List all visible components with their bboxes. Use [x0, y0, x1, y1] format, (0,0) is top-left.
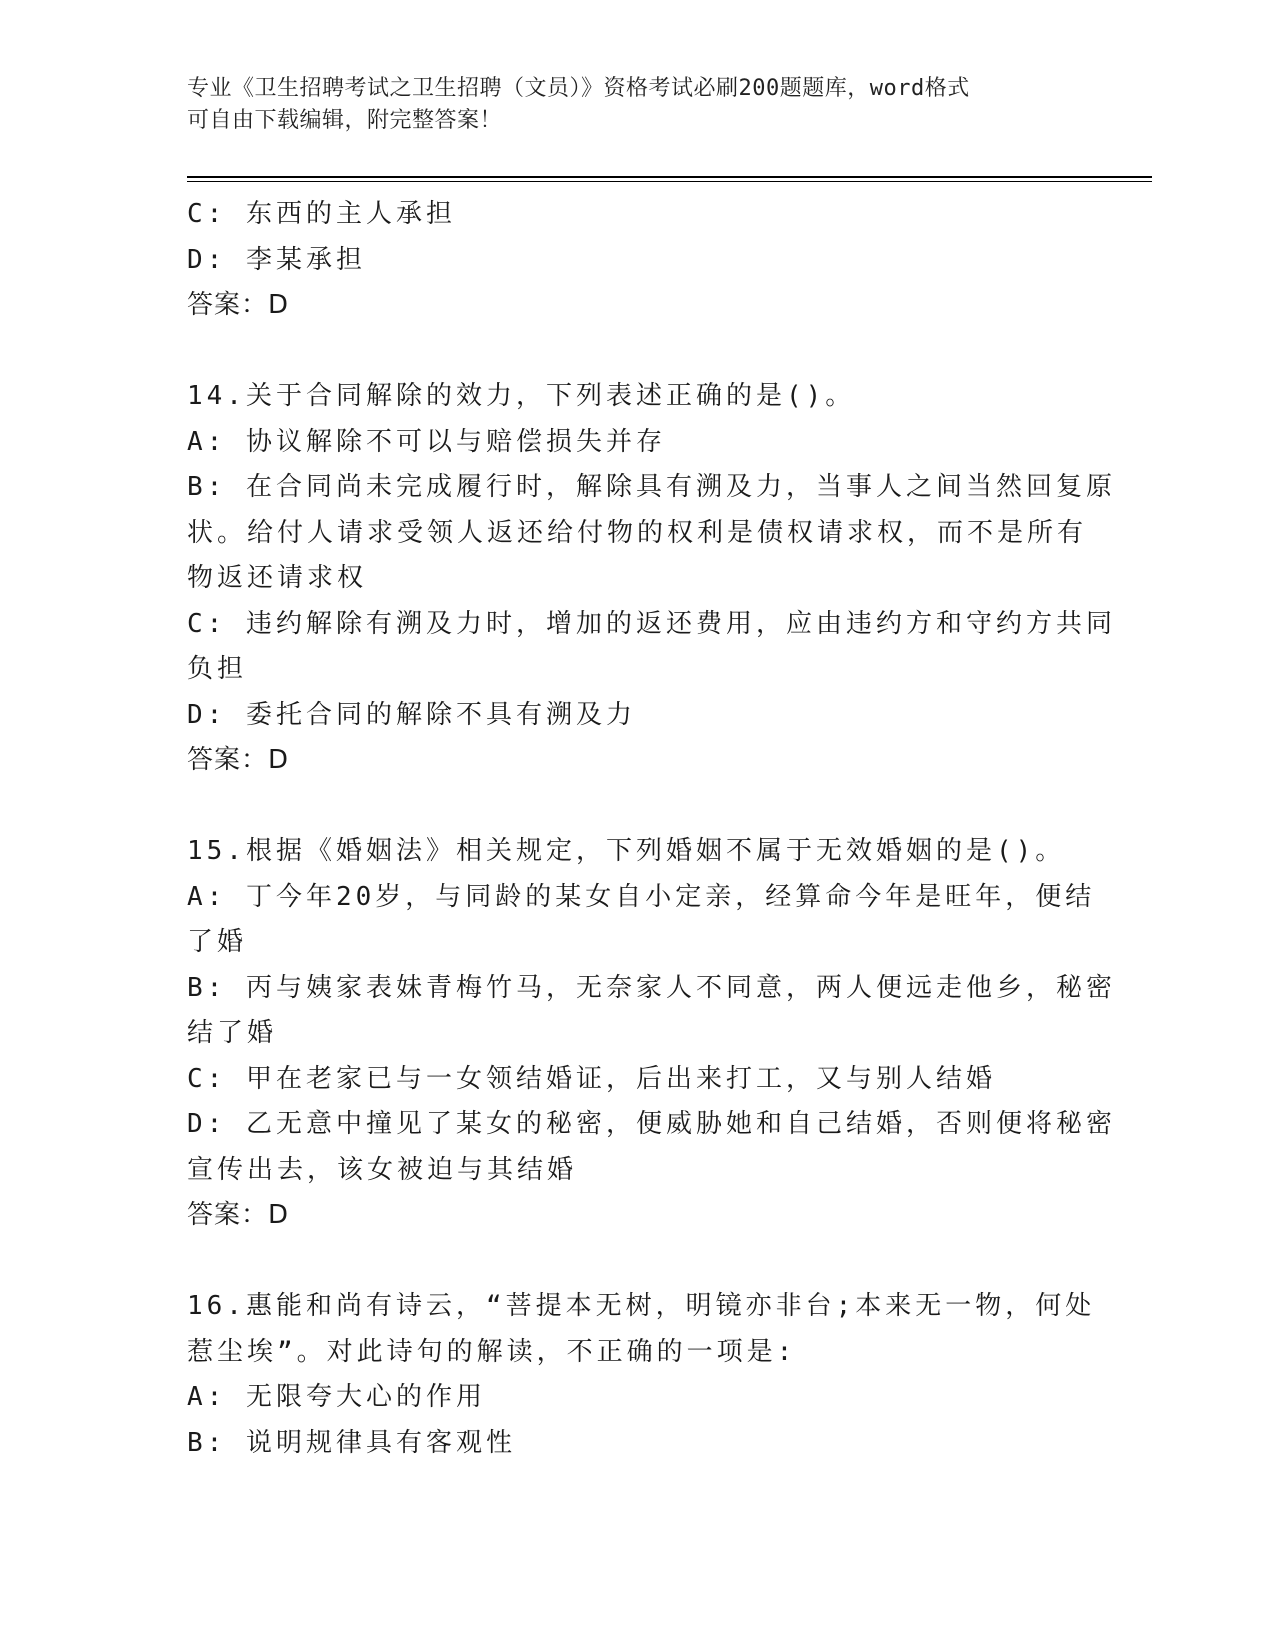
- q15-option-a: A: 丁今年20岁，与同龄的某女自小定亲，经算命今年是旺年，便结: [187, 881, 1096, 912]
- document-header: [187, 73, 1067, 137]
- option-d: D: 李某承担: [187, 244, 366, 275]
- q15-option-d-cont: 宣传出去，该女被迫与其结婚: [187, 1154, 578, 1185]
- q14-option-c: C: 违约解除有溯及力时，增加的返还费用，应由违约方和守约方共同: [187, 608, 1116, 639]
- header-divider-thick: [187, 176, 1152, 178]
- q15-option-b: B: 丙与姨家表妹青梅竹马，无奈家人不同意，两人便远走他乡，秘密: [187, 972, 1116, 1003]
- header-divider-thin: [187, 181, 1152, 182]
- spacer: [187, 1239, 1087, 1285]
- q16-option-a: A: 无限夸大心的作用: [187, 1382, 486, 1412]
- spacer: [187, 329, 1087, 375]
- header-line-1: 专业《卫生招聘考试之卫生招聘（文员）》资格考试必刷200题题库，word格式: [187, 76, 970, 101]
- q15-option-c: C: 甲在老家已与一女领结婚证，后出来打工，又与别人结婚: [187, 1063, 996, 1094]
- q15-option-a-cont: 了婚: [187, 927, 248, 957]
- q14-option-a: A: 协议解除不可以与赔偿损失并存: [187, 426, 666, 457]
- document-body: [187, 192, 1116, 1466]
- header-line-2: 可自由下载编辑，附完整答案！: [187, 108, 503, 133]
- q15-option-b-cont: 结了婚: [187, 1018, 278, 1048]
- q14-option-d: D: 委托合同的解除不具有溯及力: [187, 699, 636, 730]
- option-c: C: 东西的主人承担: [187, 199, 456, 229]
- answer-label: 答案：D: [187, 290, 290, 320]
- q14-answer: 答案：D: [187, 745, 290, 775]
- question-15: 15.根据《婚姻法》相关规定，下列婚姻不属于无效婚姻的是()。: [187, 836, 1066, 866]
- q14-option-c-cont: 负担: [187, 654, 248, 684]
- q15-answer: 答案：D: [187, 1200, 290, 1230]
- q16-option-b: B: 说明规律具有客观性: [187, 1427, 516, 1458]
- q14-option-b-cont: 状。给付人请求受领人返还给付物的权利是债权请求权，而不是所有: [187, 517, 1088, 548]
- question-16: 16.惠能和尚有诗云，“菩提本无树，明镜亦非台;本来无一物，何处: [187, 1291, 1096, 1321]
- q15-option-d: D: 乙无意中撞见了某女的秘密，便威胁她和自己结婚，否则便将秘密: [187, 1109, 1116, 1139]
- question-16-cont: 惹尘埃”。对此诗句的解读，不正确的一项是:: [187, 1336, 797, 1367]
- question-14: 14.关于合同解除的效力，下列表述正确的是()。: [187, 381, 856, 411]
- q14-option-b-cont: 物返还请求权: [187, 563, 368, 593]
- q14-option-b: B: 在合同尚未完成履行时，解除具有溯及力，当事人之间当然回复原: [187, 472, 1116, 502]
- spacer: [187, 784, 1087, 830]
